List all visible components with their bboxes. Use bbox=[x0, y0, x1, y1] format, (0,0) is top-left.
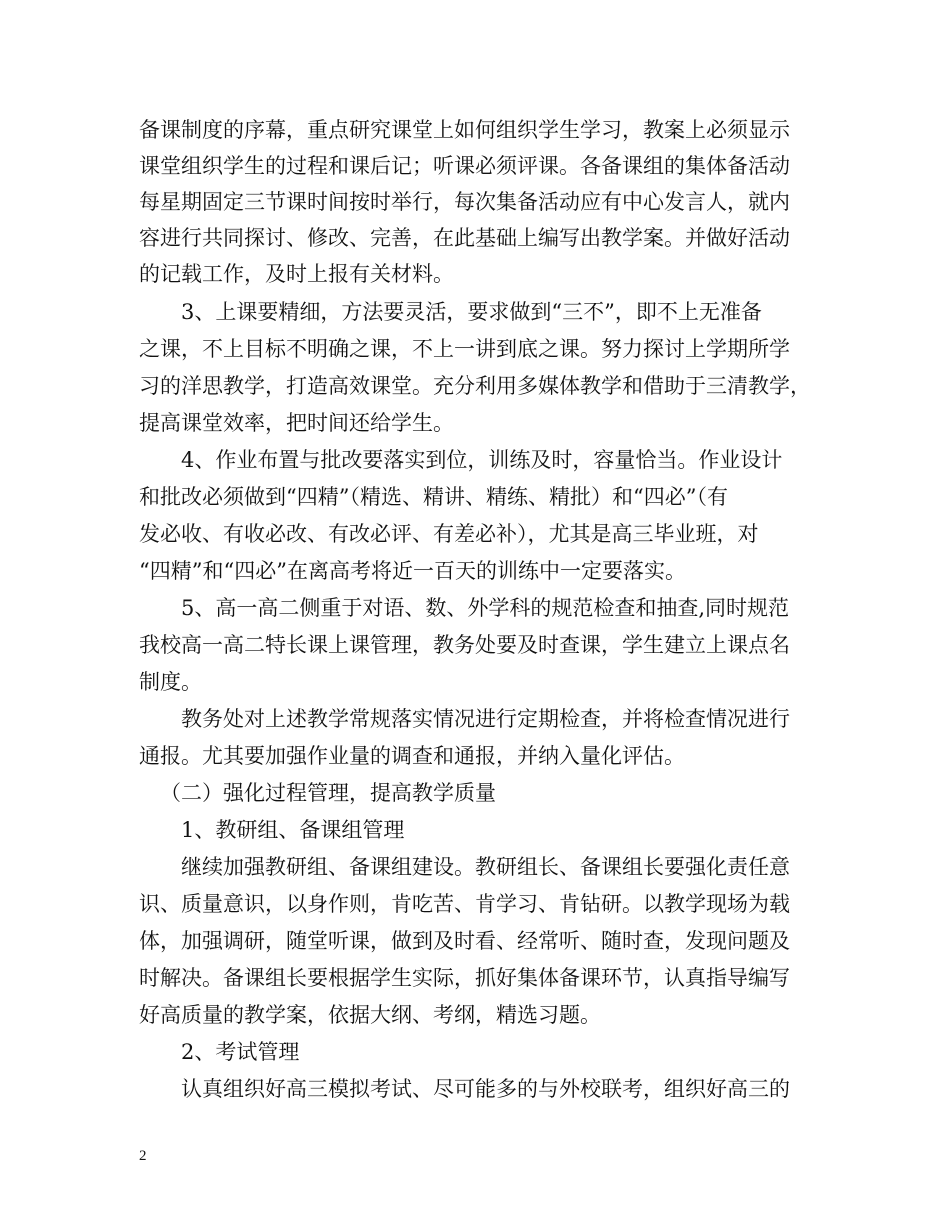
subsection-heading: 2、考试管理 bbox=[181, 1040, 300, 1064]
text-line: 体，加强调研，随堂听课，做到及时看、经常听、随时查，发现问题及 bbox=[139, 929, 790, 953]
text-line: 备课制度的序幕，重点研究课堂上如何组织学生学习，教案上必须显示 bbox=[139, 118, 790, 142]
text-line: 提高课堂效率，把时间还给学生。 bbox=[139, 411, 454, 435]
text-line: 和批改必须做到“四精”（精选、精讲、精练、精批）和“四必”（有 bbox=[139, 485, 728, 509]
text-line: 容进行共同探讨、修改、完善，在此基础上编写出教学案。并做好活动 bbox=[139, 226, 790, 250]
text-line: 制度。 bbox=[139, 670, 202, 694]
text-line: 我校高一高二特长课上课管理，教务处要及时查课，学生建立上课点名 bbox=[139, 633, 790, 657]
paragraph-start: 教务处对上述教学常规落实情况进行定期检查，并将检查情况进行 bbox=[181, 707, 790, 731]
text-line: 发必收、有收必改、有改必评、有差必补），尤其是高三毕业班，对 bbox=[139, 522, 759, 546]
text-line: 习的洋思教学，打造高效课堂。充分利用多媒体教学和借助于三清教学， bbox=[139, 374, 811, 398]
text-line: 之课，不上目标不明确之课，不上一讲到底之课。努力探讨上学期所学 bbox=[139, 337, 790, 361]
text-line: 识、质量意识，以身作则，肯吃苦、肯学习、肯钻研。以教学现场为载 bbox=[139, 892, 790, 916]
text-line: 时解决。备课组长要根据学生实际，抓好集体备课环节，认真指导编写 bbox=[139, 966, 790, 990]
paragraph-start: 继续加强教研组、备课组建设。教研组长、备课组长要强化责任意 bbox=[181, 855, 790, 879]
section-heading: （二）强化过程管理，提高教学质量 bbox=[160, 781, 496, 805]
paragraph-start: 认真组织好高三模拟考试、尽可能多的与外校联考，组织好高三的 bbox=[181, 1077, 790, 1101]
subsection-heading: 1、教研组、备课组管理 bbox=[181, 818, 405, 842]
text-line: 的记载工作，及时上报有关材料。 bbox=[139, 262, 454, 286]
text-line: 好高质量的教学案，依据大纲、考纲，精选习题。 bbox=[139, 1003, 601, 1027]
page-number: 2 bbox=[139, 1148, 147, 1164]
paragraph-start: 3、上课要精细，方法要灵活，要求做到“三不”，即不上无准备 bbox=[181, 300, 762, 324]
text-line: 课堂组织学生的过程和课后记；听课必须评课。各备课组的集体备活动 bbox=[139, 154, 790, 178]
text-line: 每星期固定三节课时间按时举行，每次集备活动应有中心发言人，就内 bbox=[139, 190, 790, 214]
text-line: 通报。尤其要加强作业量的调查和通报，并纳入量化评估。 bbox=[139, 744, 685, 768]
paragraph-start: 4、作业布置与批改要落实到位，训练及时，容量恰当。作业设计 bbox=[181, 448, 783, 472]
paragraph-start: 5、高一高二侧重于对语、数、外学科的规范检查和抽查,同时规范 bbox=[181, 596, 790, 620]
text-line: “四精”和“四必”在离高考将近一百天的训练中一定要落实。 bbox=[139, 559, 686, 583]
